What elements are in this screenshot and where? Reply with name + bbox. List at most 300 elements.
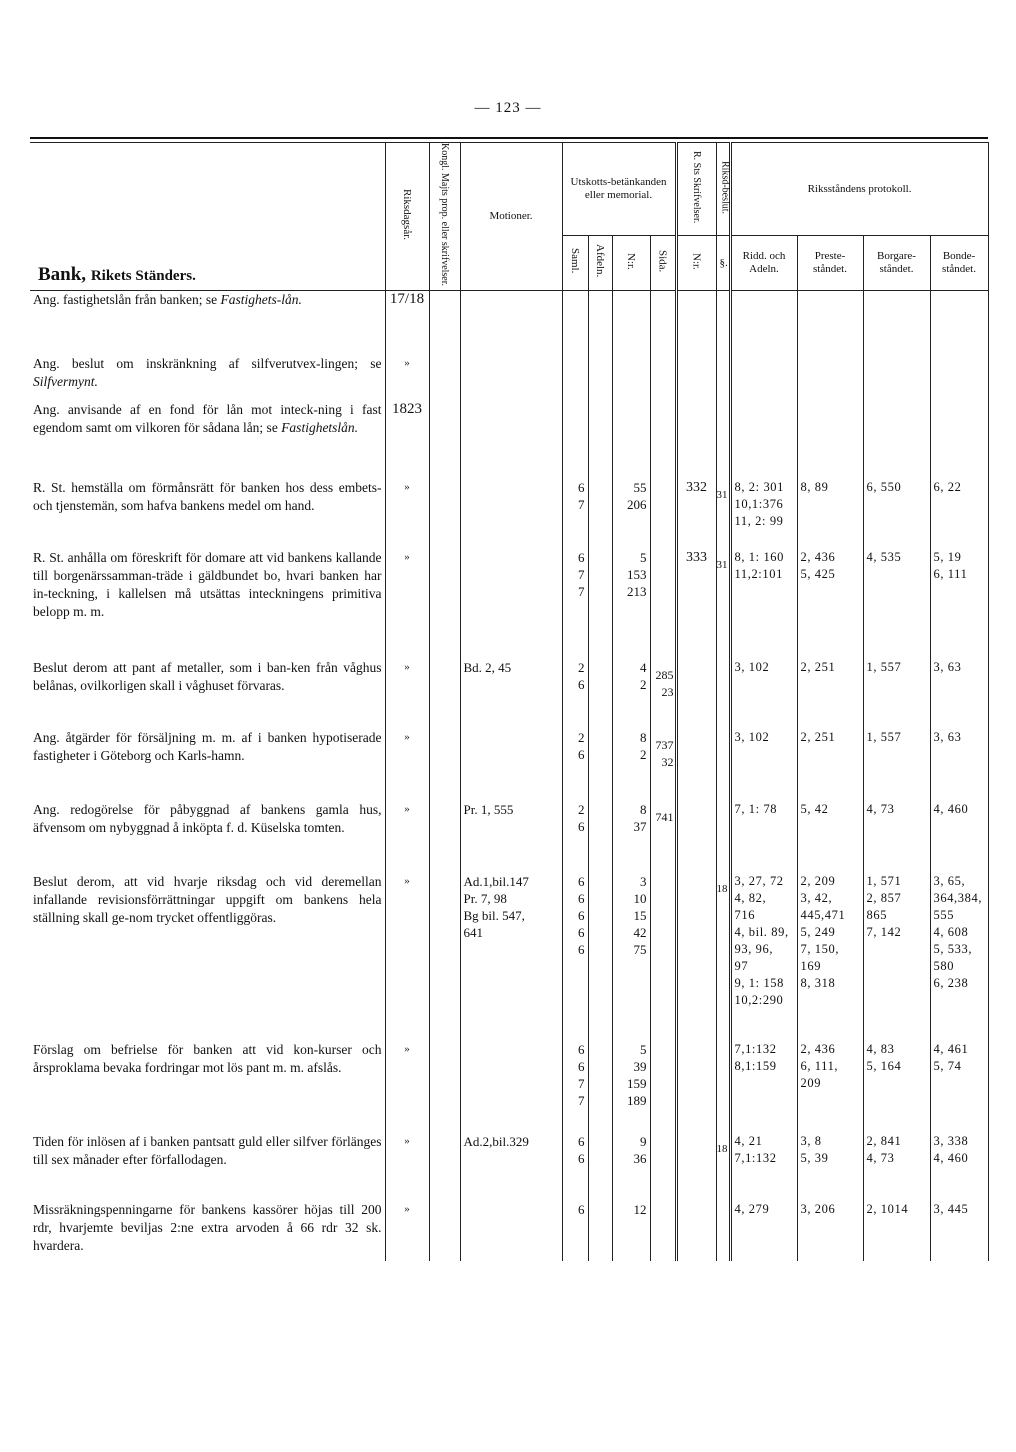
saml-value: 6 (578, 907, 585, 923)
preste-ref: 209 (800, 1075, 822, 1090)
row-motion (460, 729, 562, 801)
row-preste (797, 1133, 863, 1201)
ridd-ref: 11, 2: 99 (734, 513, 784, 528)
row-year: » (385, 479, 429, 549)
row-paragraph (716, 291, 730, 355)
row-nr (612, 1041, 650, 1133)
subject-text: Beslut derom att pant af metaller, som i ban-ken från våghus belånas, ovilkorligen skall i våghuset förvaras. (33, 659, 382, 693)
row-year: » (385, 549, 429, 659)
nr-value: 4 (640, 659, 647, 675)
row-ridd (730, 1201, 797, 1261)
row-motion (460, 1133, 562, 1201)
row-afdeln (588, 1041, 612, 1133)
row-kongl (429, 729, 460, 801)
preste-ref: 5, 425 (800, 566, 836, 581)
row-sida (650, 801, 676, 873)
row-saml (562, 401, 588, 479)
ridd-ref: 716 (734, 907, 756, 922)
header-paragraph: §. (716, 236, 730, 291)
ridd-ref: 8, 2: 301 (734, 479, 784, 494)
row-paragraph (716, 801, 730, 873)
row-saml (562, 1201, 588, 1261)
preste-ref: 8, 318 (800, 975, 836, 990)
row-subject (30, 401, 385, 479)
subject-text: Ang. anvisande af en fond för lån mot inteck-ning i fast egendom samt om vilkoren för sådana lån; se (33, 401, 382, 435)
saml-value: 6 (578, 746, 585, 762)
row-afdeln (588, 801, 612, 873)
nr-value: 42 (633, 924, 647, 940)
row-preste (797, 729, 863, 801)
nr-value: 3 (640, 873, 647, 889)
row-kongl (429, 401, 460, 479)
nr-value: 12 (633, 1201, 647, 1217)
row-saml (562, 729, 588, 801)
row-afdeln (588, 355, 612, 401)
header-r-sts: R. Sts Skrifvelser. (676, 143, 716, 236)
subject-reference: Fastighetslån. (281, 419, 359, 435)
row-subject (30, 801, 385, 873)
subject-text: Ang. beslut om inskränkning af silfverutvex-lingen; se (33, 355, 382, 371)
row-r-sts (676, 355, 716, 401)
row-ridd (730, 355, 797, 401)
row-saml (562, 355, 588, 401)
saml-value: 6 (578, 890, 585, 906)
ridd-ref: 7,1:132 (734, 1041, 777, 1056)
row-r-sts (676, 401, 716, 479)
row-saml (562, 1041, 588, 1133)
row-sida (650, 1201, 676, 1261)
row-r-sts: 333 (676, 549, 716, 659)
nr-value: 159 (627, 1075, 647, 1091)
row-borgare (863, 291, 930, 355)
ridd-ref: 3, 27, 72 (734, 873, 784, 888)
preste-ref: 7, 150, (800, 941, 840, 956)
row-nr (612, 659, 650, 729)
row-bonde (930, 549, 988, 659)
row-paragraph (716, 729, 730, 801)
preste-ref: 5, 42 (800, 801, 829, 816)
row-sida (650, 355, 676, 401)
table-row (30, 355, 988, 401)
bonde-ref: 555 (933, 907, 955, 922)
row-bonde (930, 801, 988, 873)
row-year: » (385, 355, 429, 401)
row-kongl (429, 549, 460, 659)
table-row (30, 1133, 988, 1201)
borgare-ref: 1, 557 (866, 659, 902, 674)
row-ridd (730, 401, 797, 479)
ridd-ref: 7, 1: 78 (734, 801, 778, 816)
row-kongl (429, 1133, 460, 1201)
row-borgare (863, 873, 930, 1041)
row-ridd (730, 873, 797, 1041)
header-afdeln: Afdeln. (588, 236, 612, 291)
row-borgare (863, 401, 930, 479)
row-afdeln (588, 291, 612, 355)
table-row (30, 873, 988, 1041)
bonde-ref: 580 (933, 958, 955, 973)
bonde-ref: 5, 533, (933, 941, 973, 956)
motion-ref: Ad.1,bil.147 (463, 873, 529, 889)
row-paragraph: 31 (716, 549, 730, 659)
ridd-ref: 8, 1: 160 (734, 549, 784, 564)
subject-text: Ang. fastighetslån från banken; se (33, 292, 221, 308)
ridd-ref: 97 (734, 958, 749, 973)
row-afdeln (588, 1133, 612, 1201)
borgare-ref: 2, 1014 (866, 1201, 909, 1216)
saml-value: 6 (578, 873, 585, 889)
row-kongl (429, 801, 460, 873)
nr-value: 8 (640, 801, 647, 817)
row-r-sts (676, 291, 716, 355)
header-motioner: Motioner. (460, 143, 562, 291)
section-heading (30, 143, 385, 291)
nr-value: 5 (640, 549, 647, 565)
row-r-sts (676, 729, 716, 801)
row-bonde (930, 479, 988, 549)
row-bonde (930, 1041, 988, 1133)
saml-value: 6 (578, 941, 585, 957)
borgare-ref: 7, 142 (866, 924, 902, 939)
row-bonde (930, 355, 988, 401)
bonde-ref: 6, 238 (933, 975, 969, 990)
subject-reference: Fastighets-lån. (220, 292, 302, 308)
preste-ref: 3, 42, (800, 890, 833, 905)
row-year: » (385, 1133, 429, 1201)
row-ridd (730, 729, 797, 801)
row-subject (30, 549, 385, 659)
saml-value: 6 (578, 479, 585, 495)
bonde-ref: 3, 63 (933, 729, 962, 744)
row-subject (30, 355, 385, 401)
sida-value: 737 (655, 737, 674, 752)
row-motion (460, 659, 562, 729)
bonde-ref: 6, 111 (933, 566, 968, 581)
subject-text: Ang. redogörelse för påbyggnad af bankens gamla hus, äfvensom om nybyggnad å inköpta f. d. Küselska tomten. (33, 801, 382, 835)
row-ridd (730, 479, 797, 549)
borgare-ref: 4, 73 (866, 801, 895, 816)
subject-text: Beslut derom, att vid hvarje riksdag och vid deremellan infallande revisionsförrättningar uppgift om bankens hela ställning skall ge-nom trycket offentliggöras. (33, 873, 382, 925)
ridd-ref: 8,1:159 (734, 1058, 777, 1073)
row-motion (460, 1041, 562, 1133)
saml-value: 6 (578, 1150, 585, 1166)
row-motion (460, 801, 562, 873)
row-nr (612, 801, 650, 873)
bonde-ref: 6, 22 (933, 479, 962, 494)
row-preste (797, 1041, 863, 1133)
row-borgare (863, 659, 930, 729)
header-preste: Preste-ståndet. (797, 236, 863, 291)
ridd-ref: 4, 279 (734, 1201, 770, 1216)
row-borgare (863, 1133, 930, 1201)
sida-value: 285 (655, 667, 674, 682)
row-subject (30, 479, 385, 549)
header-riksdbeslut: Riksd-beslut. (716, 143, 730, 236)
table-row (30, 659, 988, 729)
row-year: » (385, 1041, 429, 1133)
ridd-ref: 93, 96, (734, 941, 774, 956)
row-paragraph: 18 (716, 873, 730, 1041)
row-afdeln (588, 401, 612, 479)
bonde-ref: 5, 74 (933, 1058, 962, 1073)
nr-value: 189 (627, 1092, 647, 1108)
row-afdeln (588, 1201, 612, 1261)
bonde-ref: 364,384, (933, 890, 983, 905)
saml-value: 6 (578, 818, 585, 834)
header-ridd: Ridd. och Adeln. (730, 236, 797, 291)
borgare-ref: 4, 535 (866, 549, 902, 564)
row-nr (612, 1201, 650, 1261)
preste-ref: 169 (800, 958, 822, 973)
register-rows (30, 291, 988, 1261)
row-year: » (385, 873, 429, 1041)
header-utskotts: Utskotts-betänkanden eller memorial. (562, 143, 676, 236)
bonde-ref: 3, 65, (933, 873, 966, 888)
row-subject (30, 729, 385, 801)
row-nr (612, 401, 650, 479)
bonde-ref: 4, 608 (933, 924, 969, 939)
header-protokoll: Riksståndens protokoll. (730, 143, 988, 236)
motion-ref: Bd. 2, 45 (463, 659, 512, 675)
saml-value: 7 (578, 583, 585, 599)
row-kongl (429, 873, 460, 1041)
row-bonde (930, 401, 988, 479)
row-subject (30, 1041, 385, 1133)
nr-value: 153 (627, 566, 647, 582)
nr-value: 36 (633, 1150, 647, 1166)
header-r-sts-nr: N:r. (676, 236, 716, 291)
preste-ref: 8, 89 (800, 479, 829, 494)
header-nr: N:r. (612, 236, 650, 291)
row-bonde (930, 873, 988, 1041)
row-motion (460, 291, 562, 355)
subject-text: Förslag om befrielse för banken att vid kon-kurser och årsproklama bevaka fordringar mot lös pant m. m. afslås. (33, 1041, 382, 1075)
ridd-ref: 4, 21 (734, 1133, 763, 1148)
borgare-ref: 4, 73 (866, 1150, 895, 1165)
row-preste (797, 355, 863, 401)
preste-ref: 3, 8 (800, 1133, 822, 1148)
nr-value: 2 (640, 676, 647, 692)
row-nr (612, 1133, 650, 1201)
bonde-ref: 4, 461 (933, 1041, 969, 1056)
nr-value: 206 (627, 496, 647, 512)
row-preste (797, 549, 863, 659)
saml-value: 7 (578, 496, 585, 512)
row-sida (650, 729, 676, 801)
preste-ref: 3, 206 (800, 1201, 836, 1216)
row-saml (562, 873, 588, 1041)
header-bonde: Bonde-ståndet. (930, 236, 988, 291)
row-preste (797, 401, 863, 479)
preste-ref: 6, 111, (800, 1058, 839, 1073)
row-kongl (429, 659, 460, 729)
row-ridd (730, 291, 797, 355)
row-nr (612, 355, 650, 401)
saml-value: 7 (578, 1075, 585, 1091)
saml-value: 6 (578, 549, 585, 565)
row-sida (650, 659, 676, 729)
row-afdeln (588, 729, 612, 801)
borgare-ref: 1, 571 (866, 873, 902, 888)
saml-value: 6 (578, 1058, 585, 1074)
ridd-ref: 10,2:290 (734, 992, 784, 1007)
table-row (30, 549, 988, 659)
bonde-ref: 5, 19 (933, 549, 962, 564)
row-motion (460, 401, 562, 479)
ridd-ref: 4, 82, (734, 890, 767, 905)
row-nr (612, 479, 650, 549)
row-borgare (863, 801, 930, 873)
row-year: » (385, 659, 429, 729)
bonde-ref: 3, 63 (933, 659, 962, 674)
row-kongl (429, 479, 460, 549)
row-borgare (863, 1201, 930, 1261)
row-kongl (429, 355, 460, 401)
preste-ref: 2, 251 (800, 729, 836, 744)
preste-ref: 5, 249 (800, 924, 836, 939)
row-saml (562, 291, 588, 355)
row-r-sts (676, 1201, 716, 1261)
nr-value: 5 (640, 1041, 647, 1057)
row-motion (460, 479, 562, 549)
bonde-ref: 3, 445 (933, 1201, 969, 1216)
nr-value: 10 (633, 890, 647, 906)
row-sida (650, 1133, 676, 1201)
sida-value: 32 (661, 754, 674, 769)
subject-text: Missräkningspenningarne för bankens kassörer höjas till 200 rdr, hvarjemte beviljas 2:ne extra arvoden å 66 rdr 32 sk. hvardera. (33, 1201, 382, 1253)
row-afdeln (588, 479, 612, 549)
row-sida (650, 549, 676, 659)
row-paragraph (716, 1041, 730, 1133)
saml-value: 2 (578, 729, 585, 745)
page-number: — 123 — (474, 100, 542, 116)
header-sida: Sida. (650, 236, 676, 291)
borgare-ref: 5, 164 (866, 1058, 902, 1073)
ridd-ref: 3, 102 (734, 659, 770, 674)
row-ridd (730, 1133, 797, 1201)
table-row (30, 479, 988, 549)
row-sida (650, 291, 676, 355)
row-saml (562, 1133, 588, 1201)
subject-reference: Silfvermynt. (33, 373, 98, 389)
row-preste (797, 479, 863, 549)
table-row (30, 1041, 988, 1133)
row-year: » (385, 1201, 429, 1261)
nr-value: 213 (627, 583, 647, 599)
preste-ref: 2, 436 (800, 1041, 836, 1056)
row-bonde (930, 291, 988, 355)
preste-ref: 2, 209 (800, 873, 836, 888)
preste-ref: 2, 436 (800, 549, 836, 564)
row-borgare (863, 355, 930, 401)
row-motion (460, 549, 562, 659)
row-paragraph (716, 659, 730, 729)
borgare-ref: 2, 857 (866, 890, 902, 905)
row-saml (562, 659, 588, 729)
ridd-ref: 10,1:376 (734, 496, 784, 511)
row-ridd (730, 549, 797, 659)
row-bonde (930, 1201, 988, 1261)
row-ridd (730, 1041, 797, 1133)
preste-ref: 5, 39 (800, 1150, 829, 1165)
row-year: » (385, 801, 429, 873)
row-sida (650, 401, 676, 479)
header-borgare: Borgare-ståndet. (863, 236, 930, 291)
row-year: 17/18 (385, 291, 429, 355)
bonde-ref: 4, 460 (933, 1150, 969, 1165)
borgare-ref: 6, 550 (866, 479, 902, 494)
table-row (30, 801, 988, 873)
saml-value: 2 (578, 801, 585, 817)
row-ridd (730, 659, 797, 729)
nr-value: 15 (633, 907, 647, 923)
subject-text: Tiden för inlösen af i banken pantsatt guld eller silfver förlänges till sex månader efter förfallodagen. (33, 1133, 382, 1167)
sida-value: 23 (661, 684, 674, 699)
row-nr (612, 549, 650, 659)
row-nr (612, 291, 650, 355)
row-subject (30, 873, 385, 1041)
row-r-sts (676, 1041, 716, 1133)
saml-value: 7 (578, 566, 585, 582)
row-nr (612, 729, 650, 801)
row-bonde (930, 729, 988, 801)
row-borgare (863, 729, 930, 801)
row-borgare (863, 479, 930, 549)
subject-text: R. St. hemställa om förmånsrätt för banken hos dess embets- och tjenstemän, som hafva bankens medel om hand. (33, 479, 382, 513)
row-saml (562, 549, 588, 659)
table-row (30, 1201, 988, 1261)
bonde-ref: 4, 460 (933, 801, 969, 816)
row-preste (797, 291, 863, 355)
ridd-ref: 4, bil. 89, (734, 924, 789, 939)
saml-value: 6 (578, 1041, 585, 1057)
register-table (30, 142, 989, 1261)
row-kongl (429, 291, 460, 355)
borgare-ref: 2, 841 (866, 1133, 902, 1148)
saml-value: 6 (578, 1133, 585, 1149)
header-riksdagsar: Riksdagsår. (385, 143, 429, 291)
row-r-sts (676, 801, 716, 873)
top-rule (30, 137, 988, 139)
nr-value: 55 (633, 479, 647, 495)
saml-value: 6 (578, 924, 585, 940)
section-subtitle: Rikets Ständers. (90, 268, 196, 285)
row-r-sts (676, 1133, 716, 1201)
row-saml (562, 479, 588, 549)
motion-ref: Bg bil. 547, (463, 907, 525, 923)
row-sida (650, 873, 676, 1041)
sida-value: 741 (655, 809, 674, 824)
motion-ref: Pr. 7, 98 (463, 890, 507, 906)
row-paragraph (716, 401, 730, 479)
row-paragraph: 18 (716, 1133, 730, 1201)
saml-value: 7 (578, 1092, 585, 1108)
ridd-ref: 3, 102 (734, 729, 770, 744)
preste-ref: 445,471 (800, 907, 846, 922)
row-borgare (863, 549, 930, 659)
row-year: » (385, 729, 429, 801)
row-year: 1823 (385, 401, 429, 479)
section-title: Bank, (38, 264, 87, 286)
row-preste (797, 801, 863, 873)
row-afdeln (588, 659, 612, 729)
row-preste (797, 1201, 863, 1261)
saml-value: 2 (578, 659, 585, 675)
row-kongl (429, 1041, 460, 1133)
row-sida (650, 1041, 676, 1133)
nr-value: 8 (640, 729, 647, 745)
subject-text: Ang. åtgärder för försäljning m. m. af i banken hypotiserade fastigheter i Göteborg och Karls-hamn. (33, 729, 382, 763)
